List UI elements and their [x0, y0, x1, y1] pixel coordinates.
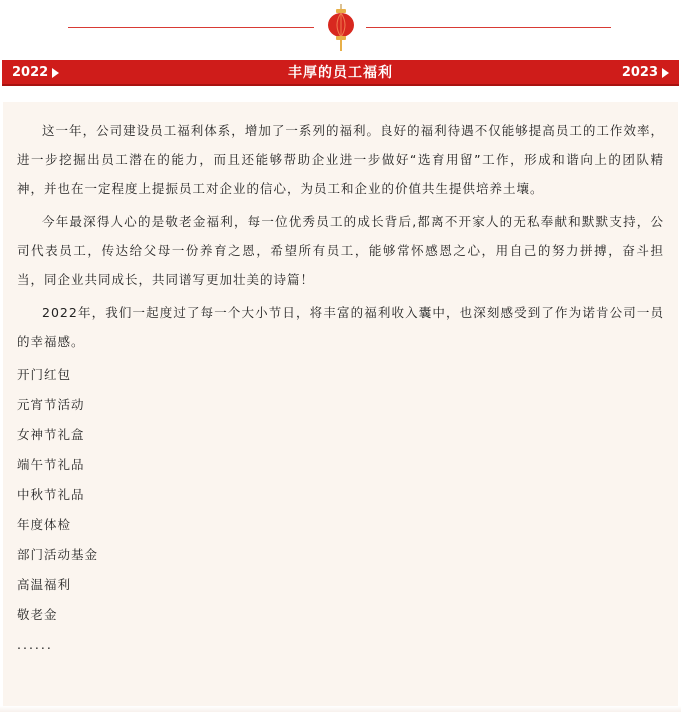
list-ellipsis: ...... — [17, 637, 53, 652]
article-content — [3, 102, 678, 706]
paragraph-summary: 2022年，我们一起度过了每一个大小节日，将丰富的福利收入囊中，也深刻感受到了作为诺肯公司一员的幸福感。 — [17, 305, 664, 349]
triangle-right-icon — [662, 68, 669, 78]
list-item: 中秋节礼品 — [17, 487, 85, 502]
year-left-label: 2022 — [12, 65, 49, 80]
section-title: 丰厚的员工福利 — [288, 65, 393, 81]
paragraph-intro: 这一年，公司建设员工福利体系，增加了一系列的福利。良好的福利待遇不仅能够提高员工的工作效率，进一步挖掘出员工潜在的能力，而且还能够帮助企业进一步做好“选育用留”工作，形成和谐向上的团队精神，并也在一定程度上提振员工对企业的信心，为员工和企业的价值共生提供培养土壤。 — [17, 123, 664, 196]
year-right-label: 2023 — [621, 65, 658, 80]
list-item: 元宵节活动 — [17, 397, 85, 412]
benefit-list — [17, 360, 664, 630]
lantern-icon — [324, 4, 358, 52]
list-item: 敬老金 — [17, 607, 58, 622]
section-banner — [2, 60, 679, 86]
list-item: 部门活动基金 — [17, 547, 99, 562]
list-item: 年度体检 — [17, 517, 72, 532]
decoration-line-left — [68, 27, 314, 28]
decoration-line-right — [366, 27, 611, 28]
top-decoration — [0, 0, 681, 56]
list-item: 高温福利 — [17, 577, 72, 592]
list-item: 女神节礼盒 — [17, 427, 85, 442]
banner-year-right — [622, 60, 669, 86]
bottom-edge — [0, 706, 681, 712]
list-item: 端午节礼品 — [17, 457, 85, 472]
paragraph-pension: 今年最深得人心的是敬老金福利，每一位优秀员工的成长背后,都离不开家人的无私奉献和默默支持，公司代表员工，传达给父母一份养育之恩，希望所有员工，能够常怀感恩之心，用自己的努力拼搏，奋斗担当，同企业共同成长，共同谱写更加壮美的诗篇！ — [17, 214, 664, 287]
list-item: 开门红包 — [17, 367, 72, 382]
